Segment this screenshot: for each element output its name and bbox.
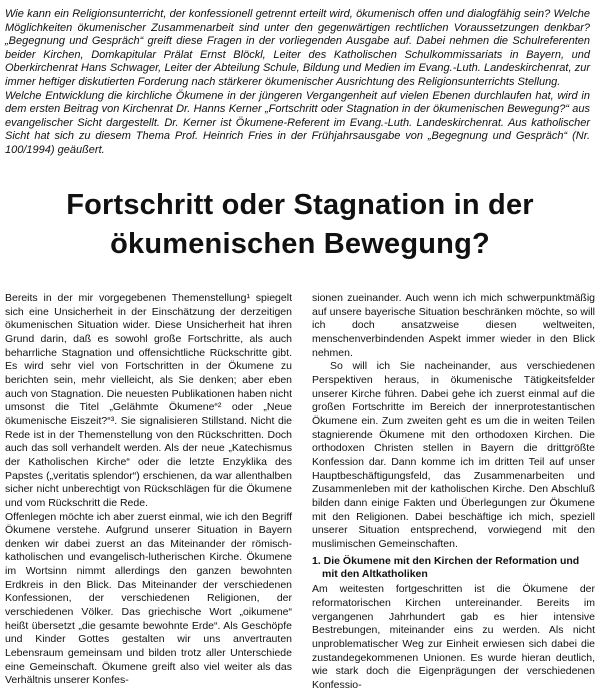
body-paragraph: Am weitesten fortgeschritten ist die Ökumene der reformatorischen Kirchen untereinander. Bereits im vergangenen Jahrhundert gab es hier intensive Bestrebungen, miteinander eins zu werden. Als nicht unproblematischer Weg zur Einheit erwiesen sich dabei die zustandegekommenen Unionen. Es wurde hieran deutlich, wie stark doch die Eigenprägungen der verschiedenen Konfessio-: [312, 583, 595, 692]
intro-paragraph: Wie kann ein Religionsunterricht, der konfessionell getrennt erteilt wird, ökumenisch offen und dialogfähig sein? Welche Möglichkeiten ökumenischer Zusammenarbeit sind unter den gegenwärtigen rechtlichen Voraussetzungen denkbar? „Begegnung und Gespräch“ greift diese Fragen in der vorliegenden Ausgabe auf. Dabei nehmen die Schulreferenten beider Kirchen, Domkapitular Prälat Ernst Blöckl, Leiter des Katholischen Schulkommissariats in Bayern, und Oberkirchenrat Hans Schwager, Leiter der Abteilung Schule, Bildung und Medien im Evang.-Luth. Landeskirchenrat, zur immer heftiger diskutierten Forderung nach stärkerer ökumenischer Ausrichtung des Religionsunterrichts Stellung.: [5, 8, 590, 88]
article-title-line: ökumenischen Bewegung?: [110, 228, 490, 260]
intro-block: [5, 8, 590, 158]
body-paragraph: Bereits in der mir vorgegebenen Themenstellung¹ spiegelt sich eine Unsicherheit in der Einschätzung der derzeitigen ökumenischen Situation wider. Diese Unsicherheit hat ihren Grund darin, daß es sowohl große Fortschritte, als auch beharrliche Stagnation und offensichtliche Rückschritte gibt. Es wird sehr viel von Fortschritten in der Ökumene zu berichten sein, mehr vielleicht, als Sie denken; aber eben auch von Stagnation. Die neuesten Publikationen haben nicht umsonst die Titel „Gelähmte Ökumene“² oder „Neue ökumenische Eiszeit?“³. Sie signalisieren Stillstand. Nicht die Rede ist in der Themenstellung von den Rückschritten. Doch auch das soll verhandelt werden. Als der neue „Katechismus der Katholischen Kirche“ oder die letzte Enzyklika des Papstes („veritatis splendor“) erschienen, da war allenthalben sicher nicht unberechtigt von Rückschlägen für die Ökumene und vom Rückschritt die Rede.: [5, 292, 292, 509]
body-paragraph: sionen zueinander. Auch wenn ich mich schwerpunktmäßig auf unsere bayerische Situation beschränken möchte, so will ich doch ansatzweise diesen weltweiten, menschenverbindenden Aspekt immer wieder in den Blick nehmen.: [312, 292, 595, 359]
article-title-line: Fortschritt oder Stagnation in der: [66, 189, 534, 221]
body-paragraph: So will ich Sie nacheinander, aus verschiedenen Perspektiven heraus, in ökumenische Tätigkeitsfelder unserer Kirche führen. Dabei gehe ich zuerst einmal auf die großen Fortschritte im Bereich der innerprotestantischen Ökumene ein. Zum zweiten geht es um die in weiten Teilen stagnierende Ökumene mit den orthodoxen Kirchen. Die orthodoxen Christen stellen in Bayern die drittgrößte Konfession dar. Dann komme ich im dritten Teil auf unser Hauptbeschäftigungsfeld, das Zusammenarbeiten und Zusammenleben mit der katholischen Kirche. Den Abschluß bilden dann einige Fakten und Überlegungen zur Ökumene mit den Religionen. Dabei beschäftige ich mich, speziell unserer Situation entsprechend, vorwiegend mit den muslimischen Gemeinschaften.: [312, 360, 595, 550]
section-heading: 1. Die Ökumene mit den Kirchen der Reformation und mit den Altkatholiken: [312, 555, 580, 580]
body-paragraph: Offenlegen möchte ich aber zuerst einmal, wie ich den Begriff Ökumene verstehe. Aufgrund unserer Situation in Bayern denken wir dabei zuerst an das Miteinander der römisch-katholischen und evangelisch-lutherischen Kirche. Ökumene im Wortsinn nimmt allerdings den ganzen bewohnten Erdkreis in den Blick. Das Miteinander der verschiedenen Konfessionen, der verschiedenen Religionen, der verschiedenen Völker. Das griechische Wort „oikumene“ heißt übersetzt „die gesamte bewohnte Erde“. Als Geschöpfe und Kinder Gottes gestalten wir uns anvertrauten Lebensraum gemeinsam und bilden trotz aller Unterschiede eine Gemeinschaft. Ökumene greift also viel weiter als das Verhältnis unserer Konfes-: [5, 510, 292, 687]
left-column: [5, 292, 292, 688]
right-column: [312, 292, 595, 693]
article-title: [10, 186, 590, 264]
intro-paragraph: Welche Entwicklung die kirchliche Ökumene in der jüngeren Vergangenheit auf vielen Ebenen durchlaufen hat, wird in dem ersten Beitrag von Kirchenrat Dr. Hanns Kerner „Fortschritt oder Stagnation in der ökumenischen Bewegung?“ aus evangelischer Sicht dargestellt. Dr. Kerner ist Ökumene-Referent im Evang.-Luth. Landeskirchenrat. Aus katholischer Sicht hat sich zu diesem Thema Prof. Heinrich Fries in der Frühjahrsausgabe von „Begegnung und Gespräch“ (Nr. 100/1994) geäußert.: [5, 89, 590, 156]
